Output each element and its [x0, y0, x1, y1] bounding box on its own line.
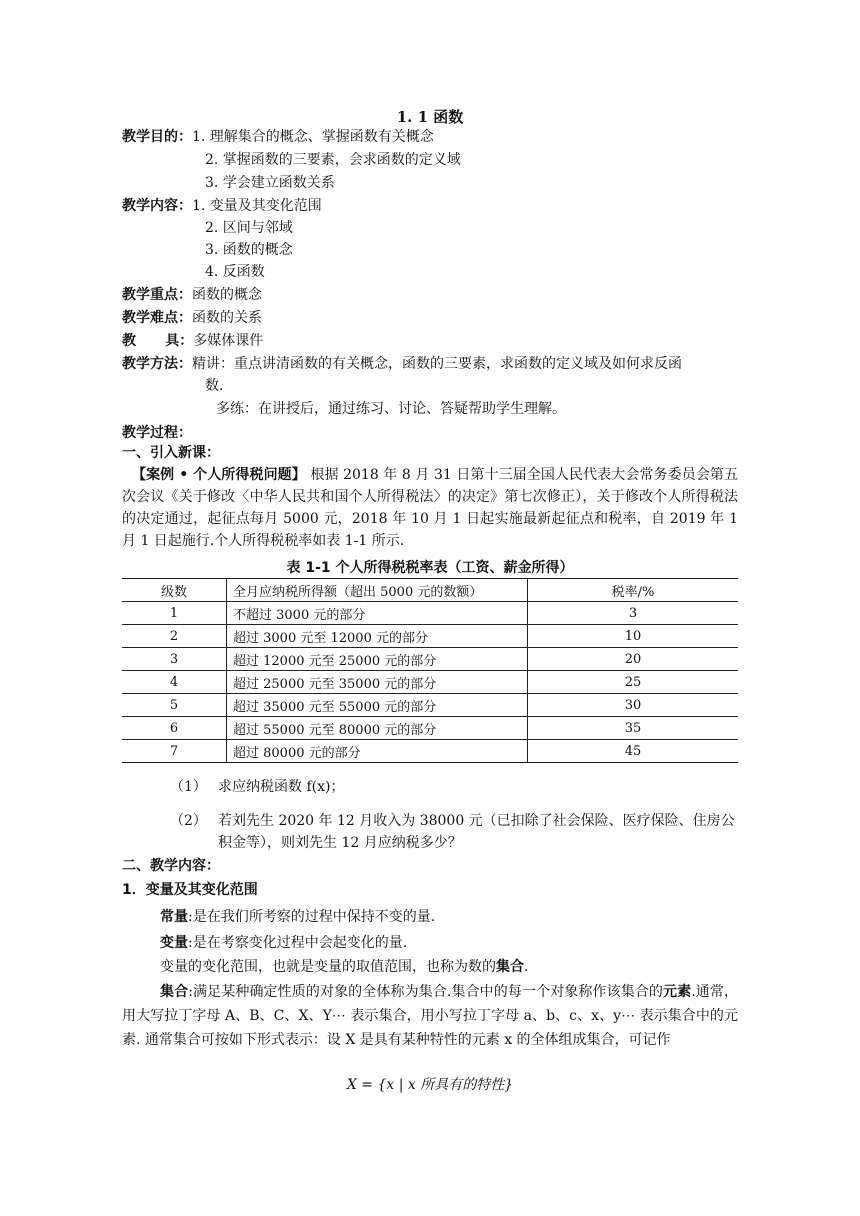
tax-rate-table	[122, 578, 738, 763]
objectives-row	[122, 127, 434, 147]
case-title: 【案例 • 个人所得税问题】	[132, 467, 306, 483]
difficulty-label: 教学难点：	[122, 310, 192, 326]
case-paragraph	[122, 464, 738, 552]
methods-line: 精讲：重点讲清函数的有关概念，函数的三要素，求函数的定义域及如何求反函	[192, 356, 682, 372]
table-cell: 超过 80000 元的部分	[227, 740, 528, 763]
table-cell: 1	[122, 602, 227, 625]
table-row	[122, 671, 738, 694]
definition-range	[122, 956, 738, 978]
tools-row	[122, 331, 263, 351]
definition-text: 变量的变化范围，也就是变量的取值范围，也称为数的	[160, 959, 496, 975]
objectives-label: 教学目的：	[122, 129, 192, 145]
table-row	[122, 625, 738, 648]
definition-text: .通常，用大写拉丁字母 A、B、C、X、Y⋯ 表示集合，用小写拉丁字母 a、b、c、x、y⋯ 表示集合中的元素. 通常集合可按如下形式表示：设 X 是具有某种特性的元素 x 的全体组成集合，可记作	[122, 984, 739, 1048]
table-cell: 超过 35000 元至 55000 元的部分	[227, 694, 528, 717]
methods-line: 多练：在讲授后，通过练习、讨论、答疑帮助学生理解。	[216, 401, 566, 417]
definition-set	[122, 980, 738, 1052]
table-cell: 4	[122, 671, 227, 694]
table-cell: 2	[122, 625, 227, 648]
content-label: 教学内容：	[122, 198, 192, 214]
objective-item: 3. 学会建立函数关系	[205, 175, 335, 191]
table-cell: 6	[122, 717, 227, 740]
content-item: 1. 变量及其变化范围	[192, 198, 322, 214]
content-item: 3. 函数的概念	[205, 242, 293, 258]
table-cell: 25	[528, 671, 739, 694]
question-text: 若刘先生 2020 年 12 月收入为 38000 元（已扣除了社会保险、医疗保险、住房公积金等），则刘先生 12 月应纳税多少？	[218, 813, 735, 851]
key-point-row	[122, 285, 262, 305]
objective-item: 2. 掌握函数的三要素，会求函数的定义域	[205, 152, 461, 168]
table-cell: 3	[528, 602, 739, 625]
definition-constant	[122, 906, 738, 928]
table-cell: 超过 25000 元至 35000 元的部分	[227, 671, 528, 694]
table-cell: 超过 12000 元至 25000 元的部分	[227, 648, 528, 671]
table-header-cell: 税率/%	[528, 579, 739, 602]
subsection-heading: 1．变量及其变化范围	[122, 882, 258, 898]
table-cell: 20	[528, 648, 739, 671]
term-set: 集合	[496, 959, 524, 975]
table-row	[122, 694, 738, 717]
definition-variable	[122, 932, 738, 954]
table-cell: 35	[528, 717, 739, 740]
table-row	[122, 602, 738, 625]
table-caption: 表 1-1 个人所得税税率表（工资、薪金所得）	[286, 560, 574, 576]
table-cell: 30	[528, 694, 739, 717]
content-item: 2. 区间与邻域	[205, 220, 293, 236]
table-cell: 3	[122, 648, 227, 671]
term-constant: 常量	[160, 909, 188, 925]
difficulty-value: 函数的关系	[192, 310, 262, 326]
question-number: （1）	[170, 779, 207, 795]
section-heading: 二、教学内容：	[122, 858, 220, 874]
methods-line: 数.	[205, 378, 224, 394]
tools-value: 多媒体课件	[193, 333, 264, 349]
question-text: 求应纳税函数 f(x)；	[218, 779, 345, 795]
methods-label: 教学方法：	[122, 356, 192, 372]
definition-text: :是在我们所考察的过程中保持不变的量.	[188, 909, 436, 925]
table-cell: 10	[528, 625, 739, 648]
methods-row	[122, 354, 682, 374]
content-item: 4. 反函数	[205, 264, 265, 280]
content-row	[122, 196, 322, 216]
table-row	[122, 717, 738, 740]
table-header-row	[122, 579, 738, 602]
definition-text: :是在考察变化过程中会起变化的量.	[188, 935, 408, 951]
key-point-label: 教学重点：	[122, 287, 192, 303]
table-cell: 5	[122, 694, 227, 717]
table-header-cell: 级数	[122, 579, 227, 602]
term-set-def: 集合	[160, 984, 189, 1000]
process-label: 教学过程：	[122, 425, 192, 441]
table-row	[122, 648, 738, 671]
table-header-cell: 全月应纳税所得额（超出 5000 元的数额）	[227, 579, 528, 602]
table-cell: 不超过 3000 元的部分	[227, 602, 528, 625]
page-title: 1. 1 函数	[396, 108, 464, 126]
set-formula: X = {x | x 所具有的特性}	[346, 1077, 514, 1093]
objective-item: 1. 理解集合的概念、掌握函数有关概念	[192, 129, 434, 145]
table-cell: 7	[122, 740, 227, 763]
definition-text: .	[524, 959, 529, 975]
table-row	[122, 740, 738, 763]
term-variable: 变量	[160, 935, 188, 951]
definition-text: :满足某种确定性质的对象的全体称为集合.集合中的每一个对象称作该集合的	[188, 984, 664, 1000]
section-heading: 一、引入新课：	[122, 445, 220, 461]
table-cell: 45	[528, 740, 739, 763]
case-text: 根据 2018 年 8 月 31 日第十三届全国人民代表大会常务委员会第五次会议《关于修改〈中华人民共和国个人所得税法〉的决定》第七次修正），关于修改个人所得税法的决定通过，起征点每月 5000 元，2018 年 10 月 1 日起实施最新起征点和税率，自 2019 年 1 月 1 日起施行.个人所得税税率如表 1-1 所示.	[122, 467, 738, 549]
term-element: 元素	[663, 984, 692, 1000]
key-point-value: 函数的概念	[192, 287, 262, 303]
question-number: （2）	[170, 813, 207, 829]
tools-label: 教 具：	[122, 333, 194, 349]
difficulty-row	[122, 308, 262, 328]
table-cell: 超过 55000 元至 80000 元的部分	[227, 717, 528, 740]
table-cell: 超过 3000 元至 12000 元的部分	[227, 625, 528, 648]
